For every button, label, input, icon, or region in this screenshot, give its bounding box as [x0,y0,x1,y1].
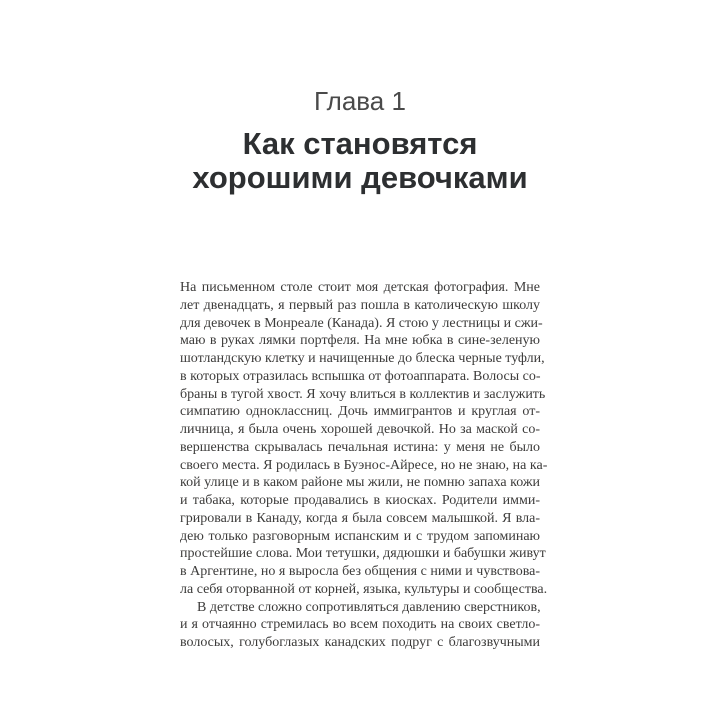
text-line: шотландскую клетку и начищенные до блеска черные туфли, [180,351,545,366]
text-line: симпатию одноклассниц. Дочь иммигрантов и круглая от- [180,404,540,420]
text-line: ла себя оторванной от корней, языка, культуры и сообщества. [180,581,548,597]
chapter-title-line-2: хорошими девочками [192,160,528,195]
text-line: дею только разговорным испанским и с трудом запоминаю [180,528,540,544]
text-line: лет двенадцать, я первый раз пошла в католическую школу [180,297,540,313]
text-line: и табака, которые продавались в киосках. Родители имми- [180,493,540,508]
text-line: в которых отразилась вспышка от фотоаппарата. Волосы со- [180,368,541,384]
text-line: и я отчаянно стремилась во всем походить на своих светло- [180,617,540,633]
text-line: для девочек в Монреале (Канада). Я стою у лестницы и сжи- [180,315,543,331]
chapter-label: Глава 1 [314,86,406,116]
text-line: браны в тугой хвост. Я хочу влиться в коллектив и заслужить [180,386,546,402]
text-line: волосых, голубоглазых канадских подруг с благозвучными [180,635,540,650]
text-line: На письменном столе стоит моя детская фотография. Мне [180,280,540,295]
text-line: В детстве сложно сопротивляться давлению сверстников, [197,599,541,615]
text-line: грировали в Канаду, когда я была совсем малышкой. Я вла- [180,510,540,526]
body-text [180,279,548,652]
text-line: своего места. Я родилась в Буэнос-Айресе, но не знаю, на ка- [180,457,548,473]
chapter-title-line-1: Как становятся [242,126,478,161]
text-line: маю в руках лямки портфеля. На мне юбка в сине-зеленую [180,333,540,349]
text-line: личница, я была очень хорошей девочкой. Но за маской со- [180,422,540,437]
text-line: простейшие слова. Мои тетушки, дядюшки и бабушки живут [180,546,546,562]
text-line: в Аргентине, но я выросла без общения с ними и чувствова- [180,564,540,579]
text-line: кой улице и в каком районе мы жили, не помню запаха кожи [180,475,541,491]
chapter-title [0,127,720,195]
text-line: вершенства скрывалась печальная истина: у меня не было [180,439,540,455]
